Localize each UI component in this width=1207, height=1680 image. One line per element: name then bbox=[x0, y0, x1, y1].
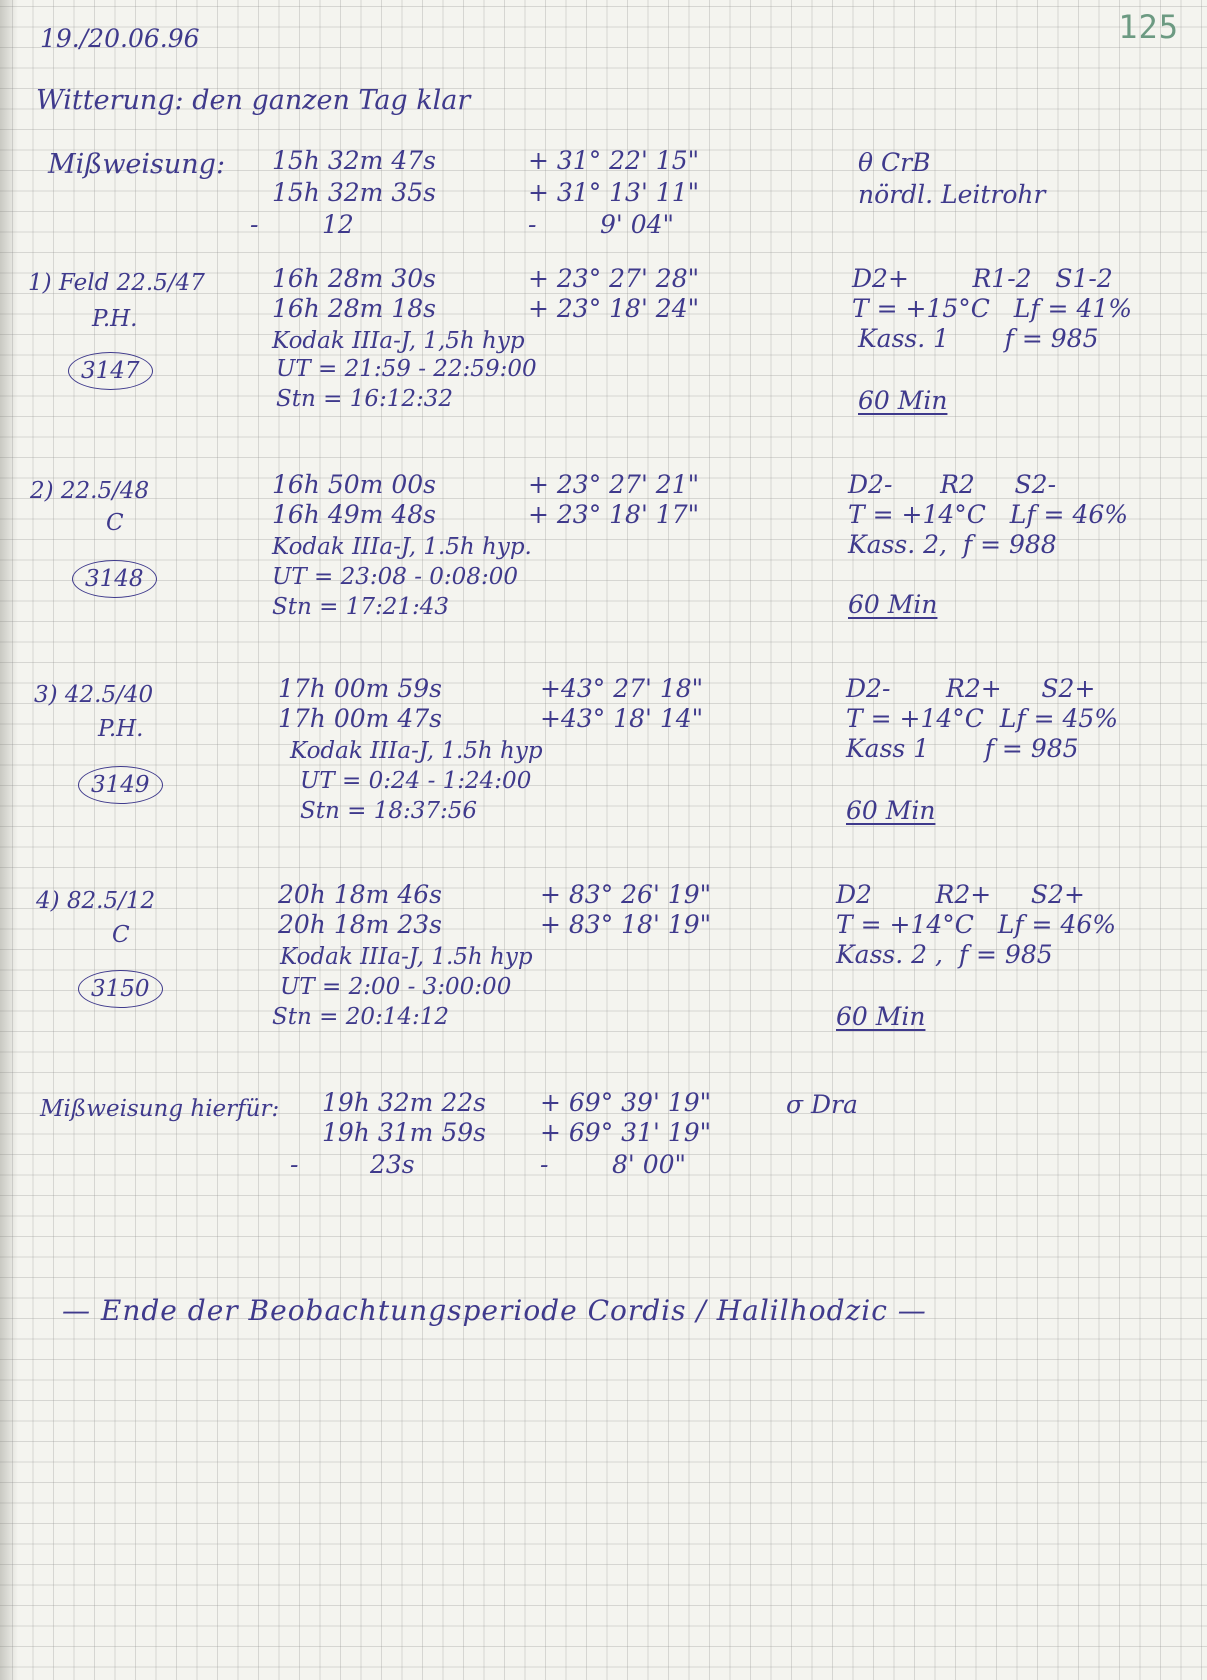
cassette: Kass. 2, f = 988 bbox=[848, 530, 1057, 559]
cassette: Kass. 1 f = 985 bbox=[858, 324, 1099, 353]
exposure: 60 Min bbox=[836, 1002, 926, 1031]
ra-1: 19h 32m 22s bbox=[322, 1088, 486, 1117]
page-number: 125 bbox=[1118, 8, 1179, 46]
guide-note: nördl. Leitrohr bbox=[858, 180, 1046, 209]
dec-2: + 23° 18' 17" bbox=[528, 500, 700, 529]
ra-1: 15h 32m 47s bbox=[272, 146, 436, 175]
quality: D2- R2+ S2+ bbox=[846, 674, 1096, 703]
ra-diff: - 23s bbox=[290, 1150, 415, 1179]
plate-number: 3150 bbox=[78, 970, 163, 1008]
dec-1: + 23° 27' 28" bbox=[528, 264, 700, 293]
plate-number: 3147 bbox=[68, 352, 153, 390]
sidereal-time: Stn = 20:14:12 bbox=[272, 1004, 450, 1030]
exposure: 60 Min bbox=[858, 386, 948, 415]
emulsion: Kodak IIIa-J, 1,5h hyp bbox=[272, 328, 525, 354]
ut-time: UT = 23:08 - 0:08:00 bbox=[272, 564, 518, 590]
field-label: 3) 42.5/40 bbox=[34, 682, 154, 708]
ra-1: 17h 00m 59s bbox=[278, 674, 442, 703]
temperature-humidity: T = +14°C Lf = 46% bbox=[836, 910, 1117, 939]
emulsion: Kodak IIIa-J, 1.5h hyp bbox=[290, 738, 543, 764]
observer: P.H. bbox=[98, 716, 144, 742]
ra-1: 20h 18m 46s bbox=[278, 880, 442, 909]
quality: D2- R2 S2- bbox=[848, 470, 1057, 499]
observer: C bbox=[106, 510, 124, 536]
sidereal-time: Stn = 16:12:32 bbox=[276, 386, 454, 412]
dec-2: + 69° 31' 19" bbox=[540, 1118, 712, 1147]
dec-2: + 23° 18' 24" bbox=[528, 294, 700, 323]
field-label: 1) Feld 22.5/47 bbox=[28, 270, 205, 296]
ut-time: UT = 2:00 - 3:00:00 bbox=[280, 974, 512, 1000]
ut-time: UT = 21:59 - 22:59:00 bbox=[276, 356, 537, 382]
observer: C bbox=[112, 922, 130, 948]
reference-star: θ CrB bbox=[858, 148, 931, 177]
dec-1: + 31° 22' 15" bbox=[528, 146, 700, 175]
sidereal-time: Stn = 18:37:56 bbox=[300, 798, 478, 824]
plate-number: 3148 bbox=[72, 560, 157, 598]
emulsion: Kodak IIIa-J, 1.5h hyp. bbox=[272, 534, 532, 560]
temperature-humidity: T = +14°C Lf = 46% bbox=[848, 500, 1129, 529]
exposure: 60 Min bbox=[848, 590, 938, 619]
temperature-humidity: T = +14°C Lf = 45% bbox=[846, 704, 1119, 733]
dec-1: + 69° 39' 19" bbox=[540, 1088, 712, 1117]
quality: D2 R2+ S2+ bbox=[836, 880, 1085, 909]
cassette: Kass 1 f = 985 bbox=[846, 734, 1079, 763]
plate-number: 3149 bbox=[78, 766, 163, 804]
dec-1: + 23° 27' 21" bbox=[528, 470, 700, 499]
temperature-humidity: T = +15°C Lf = 41% bbox=[852, 294, 1133, 323]
weather-line: Witterung: den ganzen Tag klar bbox=[36, 85, 471, 116]
ut-time: UT = 0:24 - 1:24:00 bbox=[300, 768, 532, 794]
quality: D2+ R1-2 S1-2 bbox=[852, 264, 1113, 293]
dec-2: + 83° 18' 19" bbox=[540, 910, 712, 939]
dec-diff: - 8' 00" bbox=[540, 1150, 687, 1179]
ra-2: 16h 49m 48s bbox=[272, 500, 436, 529]
end-of-period-note: — Ende der Beobachtungsperiode Cordis / Halilhodzic — bbox=[62, 1294, 927, 1327]
dec-1: + 83° 26' 19" bbox=[540, 880, 712, 909]
misweisung-label: Mißweisung: bbox=[48, 149, 226, 180]
sidereal-time: Stn = 17:21:43 bbox=[272, 594, 450, 620]
observer: P.H. bbox=[92, 306, 138, 332]
date: 19./20.06.96 bbox=[40, 24, 200, 53]
exposure: 60 Min bbox=[846, 796, 936, 825]
emulsion: Kodak IIIa-J, 1.5h hyp bbox=[280, 944, 533, 970]
ra-diff: - 12 bbox=[250, 210, 354, 239]
field-label: 2) 22.5/48 bbox=[30, 478, 150, 504]
ra-2: 17h 00m 47s bbox=[278, 704, 442, 733]
ra-1: 16h 50m 00s bbox=[272, 470, 436, 499]
ra-2: 20h 18m 23s bbox=[278, 910, 442, 939]
misweisung-label: Mißweisung hierfür: bbox=[40, 1096, 280, 1122]
dec-1: +43° 27' 18" bbox=[540, 674, 704, 703]
dec-diff: - 9' 04" bbox=[528, 210, 675, 239]
ra-1: 16h 28m 30s bbox=[272, 264, 436, 293]
ra-2: 19h 31m 59s bbox=[322, 1118, 486, 1147]
dec-2: + 31° 13' 11" bbox=[528, 178, 700, 207]
cassette: Kass. 2 , f = 985 bbox=[836, 940, 1053, 969]
field-label: 4) 82.5/12 bbox=[36, 888, 156, 914]
reference-star: σ Dra bbox=[786, 1090, 858, 1119]
dec-2: +43° 18' 14" bbox=[540, 704, 704, 733]
ra-2: 16h 28m 18s bbox=[272, 294, 436, 323]
ra-2: 15h 32m 35s bbox=[272, 178, 436, 207]
